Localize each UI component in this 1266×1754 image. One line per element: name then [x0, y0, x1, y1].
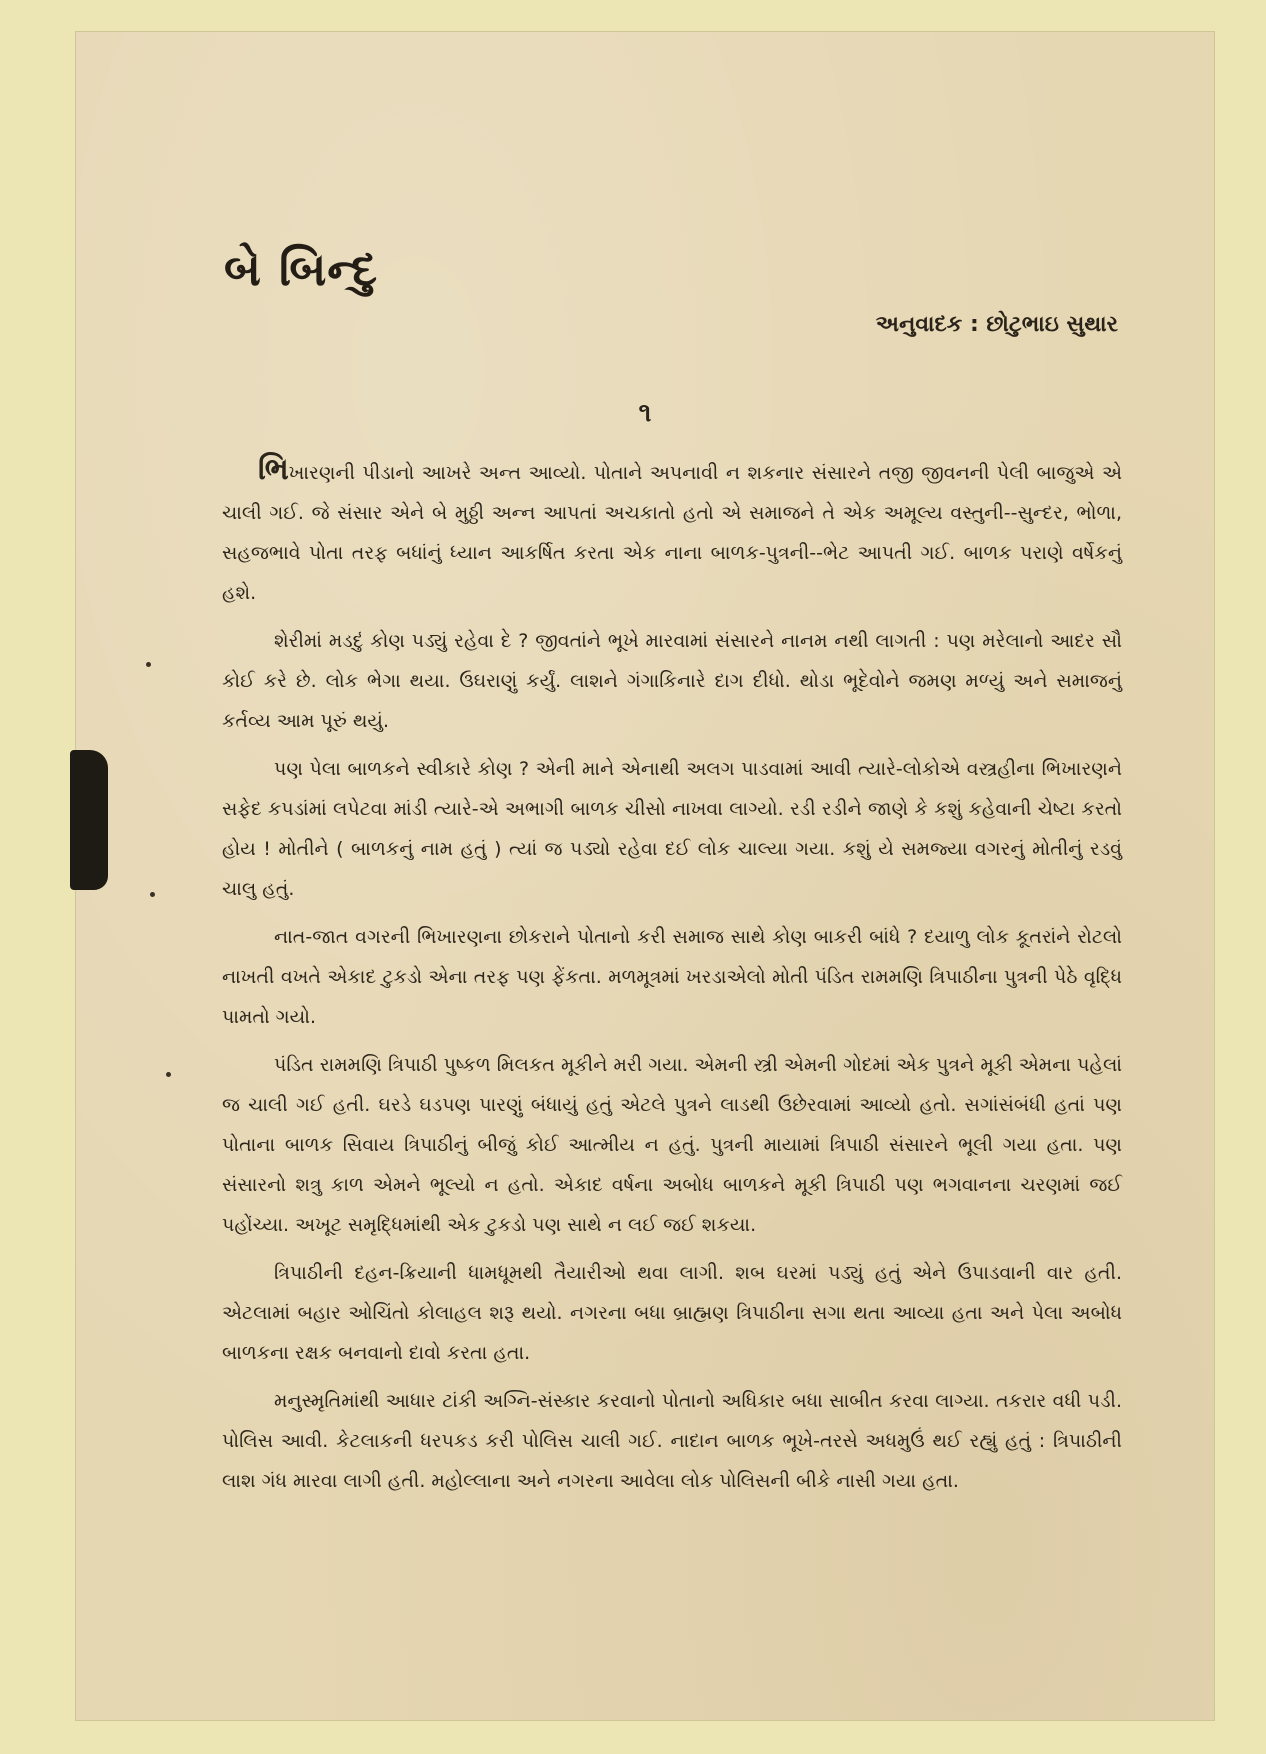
paragraph-3: પણ પેલા બાળકને સ્વીકારે કોણ ? એની માને એનાથી અલગ પાડવામાં આવી ત્યારે-લોકોએ વસ્ત્રહીના ભિખારણને સફેદ કપડાંમાં લપેટવા માંડી ત્યારે-એ અભાગી બાળક ચીસો નાખવા લાગ્યો. રડી રડીને જાણે કે કશું કહેવાની ચેષ્ટા કરતો હોય ! મોતીને ( બાળકનું નામ હતું ) ત્યાં જ પડ્યો રહેવા દઈ લોક ચાલ્યા ગયા. કશું યે સમજ્યા વગરનું મોતીનું રડવું ચાલુ હતું.: [222, 758, 1122, 900]
ink-speck: [146, 662, 151, 667]
story-body: [222, 450, 1122, 1509]
book-page: [76, 32, 1214, 1720]
paragraph-7: મનુસ્મૃતિમાંથી આધાર ટાંકી અગ્નિ-સંસ્કાર કરવાનો પોતાનો અધિકાર બધા સાબીત કરવા લાગ્યા. તકરાર વધી પડી. પોલિસ આવી. કેટલાકની ધરપકડ કરી પોલિસ ચાલી ગઈ. નાદાન બાળક ભૂખે-તરસે અધમુઉં થઈ રહ્યું હતું : ત્રિપાઠીની લાશ ગંધ મારવા લાગી હતી. મહોલ્લાના અને નગરના આવેલા લોક પોલિસની બીકે નાસી ગયા હતા.: [222, 1390, 1122, 1492]
paragraph-2: શેરીમાં મડદું કોણ પડ્યું રહેવા દે ? જીવતાંને ભૂખે મારવામાં સંસારને નાનમ નથી લાગતી : પણ મરેલાનો આદર સૌ કોઈ કરે છે. લોક ભેગા થયા. ઉઘરાણું કર્યું. લાશને ગંગાકિનારે દાગ દીધો. થોડા ભૂદેવોને જમણ મળ્યું અને સમાજનું કર્તવ્ય આમ પૂરું થયું.: [222, 630, 1122, 732]
page-damage-stain: [70, 750, 108, 890]
paragraph-text: ખારણની પીડાનો આખરે અન્ત આવ્યો. પોતાને અપનાવી ન શકનાર સંસારને તજી જીવનની પેલી બાજુએ એ ચાલી ગઈ. જે સંસાર એને બે મુઠ્ઠી અન્ન આપતાં અચકાતો હતો એ સમાજને તે એક અમૂલ્ય વસ્તુની--સુન્દર, ભોળા, સહજભાવે પોતા તરફ બધાંનું ધ્યાન આકર્ષિત કરતા એક નાના બાળક-પુત્રની--ભેટ આપતી ગઈ. બાળક પરાણે વર્ષેકનું હશે.: [222, 462, 1122, 604]
chapter-title: બે બિન્દુ: [224, 242, 379, 296]
paragraph-6: ત્રિપાઠીની દહન-ક્રિયાની ધામધૂમથી તૈયારીઓ થવા લાગી. શબ ઘરમાં પડ્યું હતું એને ઉપાડવાની વાર હતી. એટલામાં બહાર ઓચિંતો કોલાહલ શરૂ થયો. નગરના બધા બ્રાહ્મણ ત્રિપાઠીના સગા થતા આવ્યા હતા અને પેલા અબોધ બાળકના રક્ષક બનવાનો દાવો કરતા હતા.: [222, 1262, 1122, 1364]
dropcap: ભિ: [258, 452, 289, 487]
paragraph-5: પંડિત રામમણિ ત્રિપાઠી પુષ્કળ મિલકત મૂકીને મરી ગયા. એમની સ્ત્રી એમની ગોદમાં એક પુત્રને મૂકી એમના પહેલાં જ ચાલી ગઈ હતી. ઘરડે ઘડપણ પારણું બંધાયું હતું એટલે પુત્રને લાડથી ઉછેરવામાં આવ્યો હતો. સગાંસંબંધી હતાં પણ પોતાના બાળક સિવાય ત્રિપાઠીનું બીજું કોઈ આત્મીય ન હતું. પુત્રની માયામાં ત્રિપાઠી સંસારને ભૂલી ગયા હતા. પણ સંસારનો શત્રુ કાળ એમને ભૂલ્યો ન હતો. એકાદ વર્ષના અબોધ બાળકને મૂકી ત્રિપાઠી પણ ભગવાનના ચરણમાં જઈ પહોંચ્યા. અખૂટ સમૃદ્ધિમાંથી એક ટુકડો પણ સાથે ન લઈ જઈ શકયા.: [222, 1054, 1122, 1236]
translator-byline: અનુવાદક : છોટુભાઇ સુથાર: [875, 312, 1118, 337]
ink-speck: [166, 1072, 171, 1077]
paragraph-4: નાત-જાત વગરની ભિખારણના છોકરાને પોતાનો કરી સમાજ સાથે કોણ બાકરી બાંધે ? દયાળુ લોક કૂતરાંને રોટલો નાખતી વખતે એકાદ ટુકડો એના તરફ પણ ફેંકતા. મળમૂત્રમાં ખરડાએલો મોતી પંડિત રામમણિ ત્રિપાઠીના પુત્રની પેઠે વૃદ્ધિ પામતો ગયો.: [222, 926, 1122, 1028]
section-number: ૧: [638, 398, 652, 428]
ink-speck: [150, 892, 155, 897]
paragraph-1: [222, 450, 1122, 613]
